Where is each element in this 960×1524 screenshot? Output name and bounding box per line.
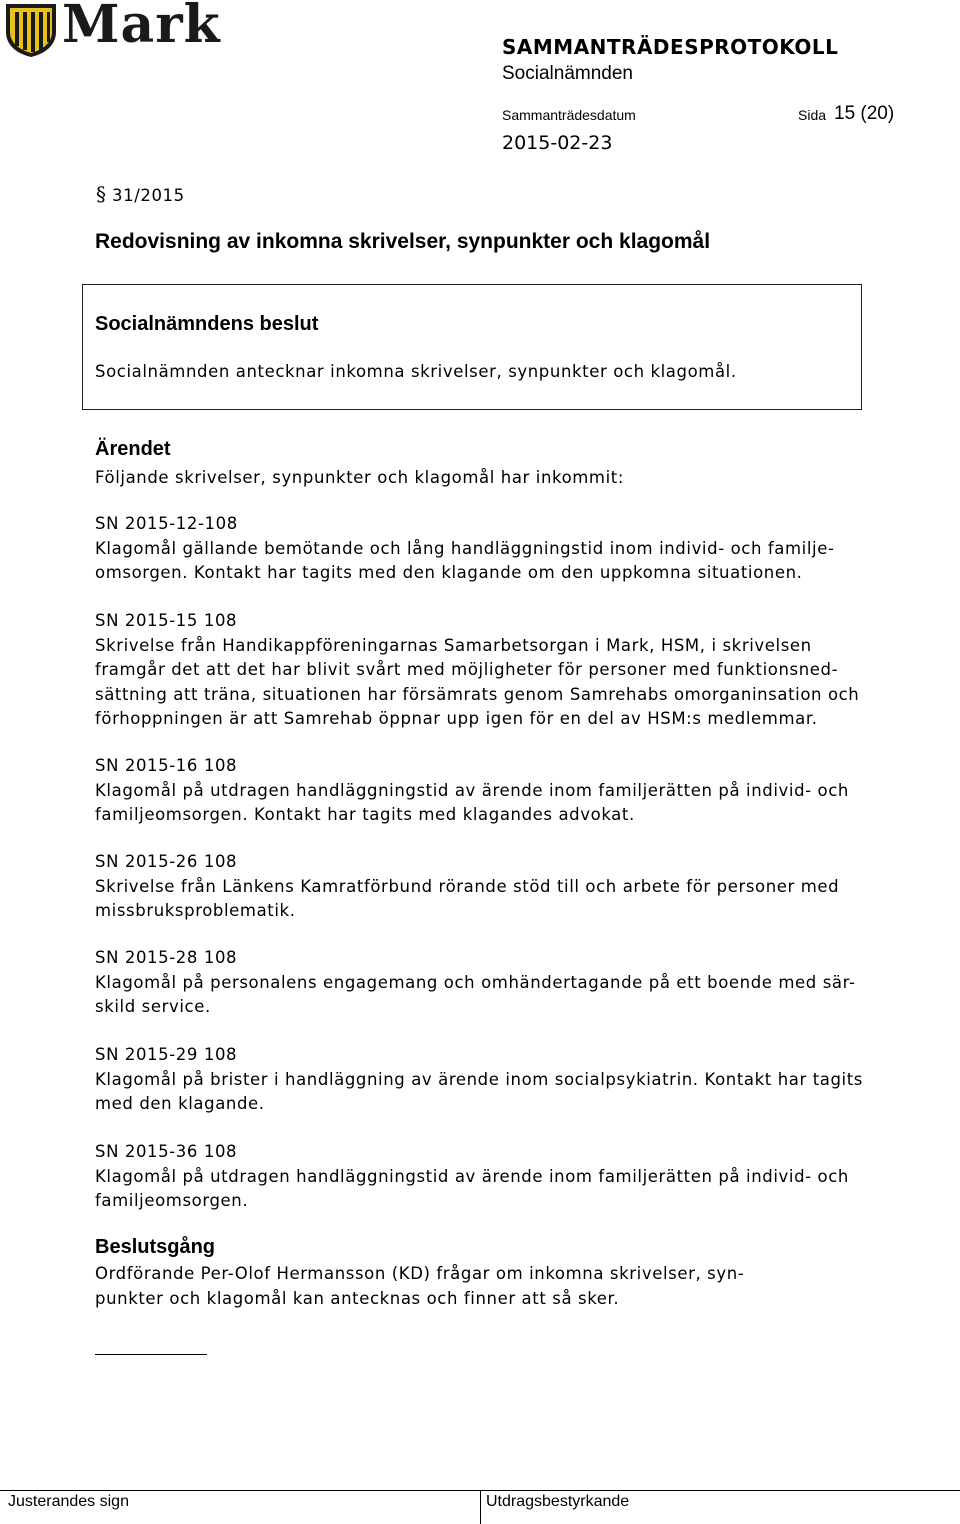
arendet-intro: Följande skrivelser, synpunkter och klagomål har inkommit:	[95, 468, 625, 487]
arendet-heading: Ärendet	[95, 438, 171, 460]
list-item	[95, 512, 960, 586]
item-line: missbruksproblematik.	[95, 901, 296, 920]
beslutsgang-line: punkter och klagomål kan antecknas och finner att så sker.	[95, 1288, 620, 1308]
list-item	[95, 850, 960, 924]
item-title: Redovisning av inkomna skrivelser, synpunkter och klagomål	[95, 230, 711, 253]
organ-name: Socialnämnden	[502, 63, 633, 84]
page-number: 15 (20)	[834, 103, 895, 124]
item-line: med den klagande.	[95, 1094, 265, 1113]
logo-wordmark: Mark	[62, 0, 221, 55]
decision-box	[82, 284, 862, 410]
decision-text: Socialnämnden antecknar inkomna skrivelser, synpunkter och klagomål.	[95, 362, 737, 381]
item-line: familjeomsorgen.	[95, 1191, 249, 1210]
item-line: sättning att träna, situationen har försämrats genom Samrehabs omorganinsation och	[95, 684, 860, 704]
item-line: omsorgen. Kontakt har tagits med den klagande om den uppkomna situationen.	[95, 563, 803, 582]
item-line: Klagomål gällande bemötande och lång handläggningstid inom individ- och familje-	[95, 538, 835, 558]
list-item	[95, 946, 960, 1020]
meeting-date-label: Sammanträdesdatum	[502, 107, 636, 123]
meeting-date: 2015-02-23	[502, 132, 613, 154]
item-line: skild service.	[95, 997, 211, 1016]
list-item	[95, 1140, 960, 1214]
page-label: Sida	[798, 107, 827, 123]
item-reference: SN 2015-16 108	[95, 756, 238, 775]
beslutsgang-text	[95, 1262, 855, 1311]
item-line: förhoppningen är att Samrehab öppnar upp igen för en del av HSM:s medlemmar.	[95, 709, 818, 728]
item-line: Skrivelse från Handikappföreningarnas Samarbetsorgan i Mark, HSM, i skrivelsen	[95, 635, 812, 655]
footer-divider	[480, 1490, 481, 1524]
item-reference: SN 2015-29 108	[95, 1045, 238, 1064]
list-item	[95, 609, 960, 732]
certification-field-label: Utdragsbestyrkande	[486, 1493, 630, 1510]
beslutsgang-heading: Beslutsgång	[95, 1236, 216, 1258]
signature-field-label: Justerandes sign	[8, 1493, 129, 1510]
document-type: SAMMANTRÄDESPROTOKOLL	[502, 35, 839, 59]
item-line: Klagomål på brister i handläggning av ärende inom socialpsykiatrin. Kontakt har tagits	[95, 1069, 864, 1089]
item-line: Klagomål på utdragen handläggningstid av ärende inom familjerätten på individ- och	[95, 780, 849, 800]
item-line: Klagomål på personalens engagemang och omhändertagande på ett boende med sär-	[95, 972, 856, 992]
paragraph-number	[96, 182, 185, 206]
end-rule	[95, 1354, 207, 1355]
item-reference: SN 2015-36 108	[95, 1142, 238, 1161]
item-reference: SN 2015-15 108	[95, 611, 238, 630]
item-reference: SN 2015-26 108	[95, 852, 238, 871]
item-line: Klagomål på utdragen handläggningstid av ärende inom familjerätten på individ- och	[95, 1166, 849, 1186]
item-line: familjeomsorgen. Kontakt har tagits med klagandes advokat.	[95, 805, 635, 824]
list-item	[95, 754, 960, 828]
item-line: framgår det att det har blivit svårt med möjligheter för personer med funktionsned-	[95, 660, 839, 679]
item-reference: SN 2015-28 108	[95, 948, 238, 967]
beslutsgang-line: Ordförande Per-Olof Hermansson (KD) frågar om inkomna skrivelser, syn-	[95, 1264, 745, 1283]
section-sign: §	[96, 182, 106, 206]
paragraph-id: 31/2015	[112, 186, 185, 205]
list-item	[95, 1043, 960, 1117]
item-reference: SN 2015-12-108	[95, 514, 238, 533]
coat-of-arms-icon	[2, 2, 62, 58]
item-line: Skrivelse från Länkens Kamratförbund rörande stöd till och arbete för personer med	[95, 876, 840, 896]
decision-heading: Socialnämndens beslut	[95, 313, 319, 335]
